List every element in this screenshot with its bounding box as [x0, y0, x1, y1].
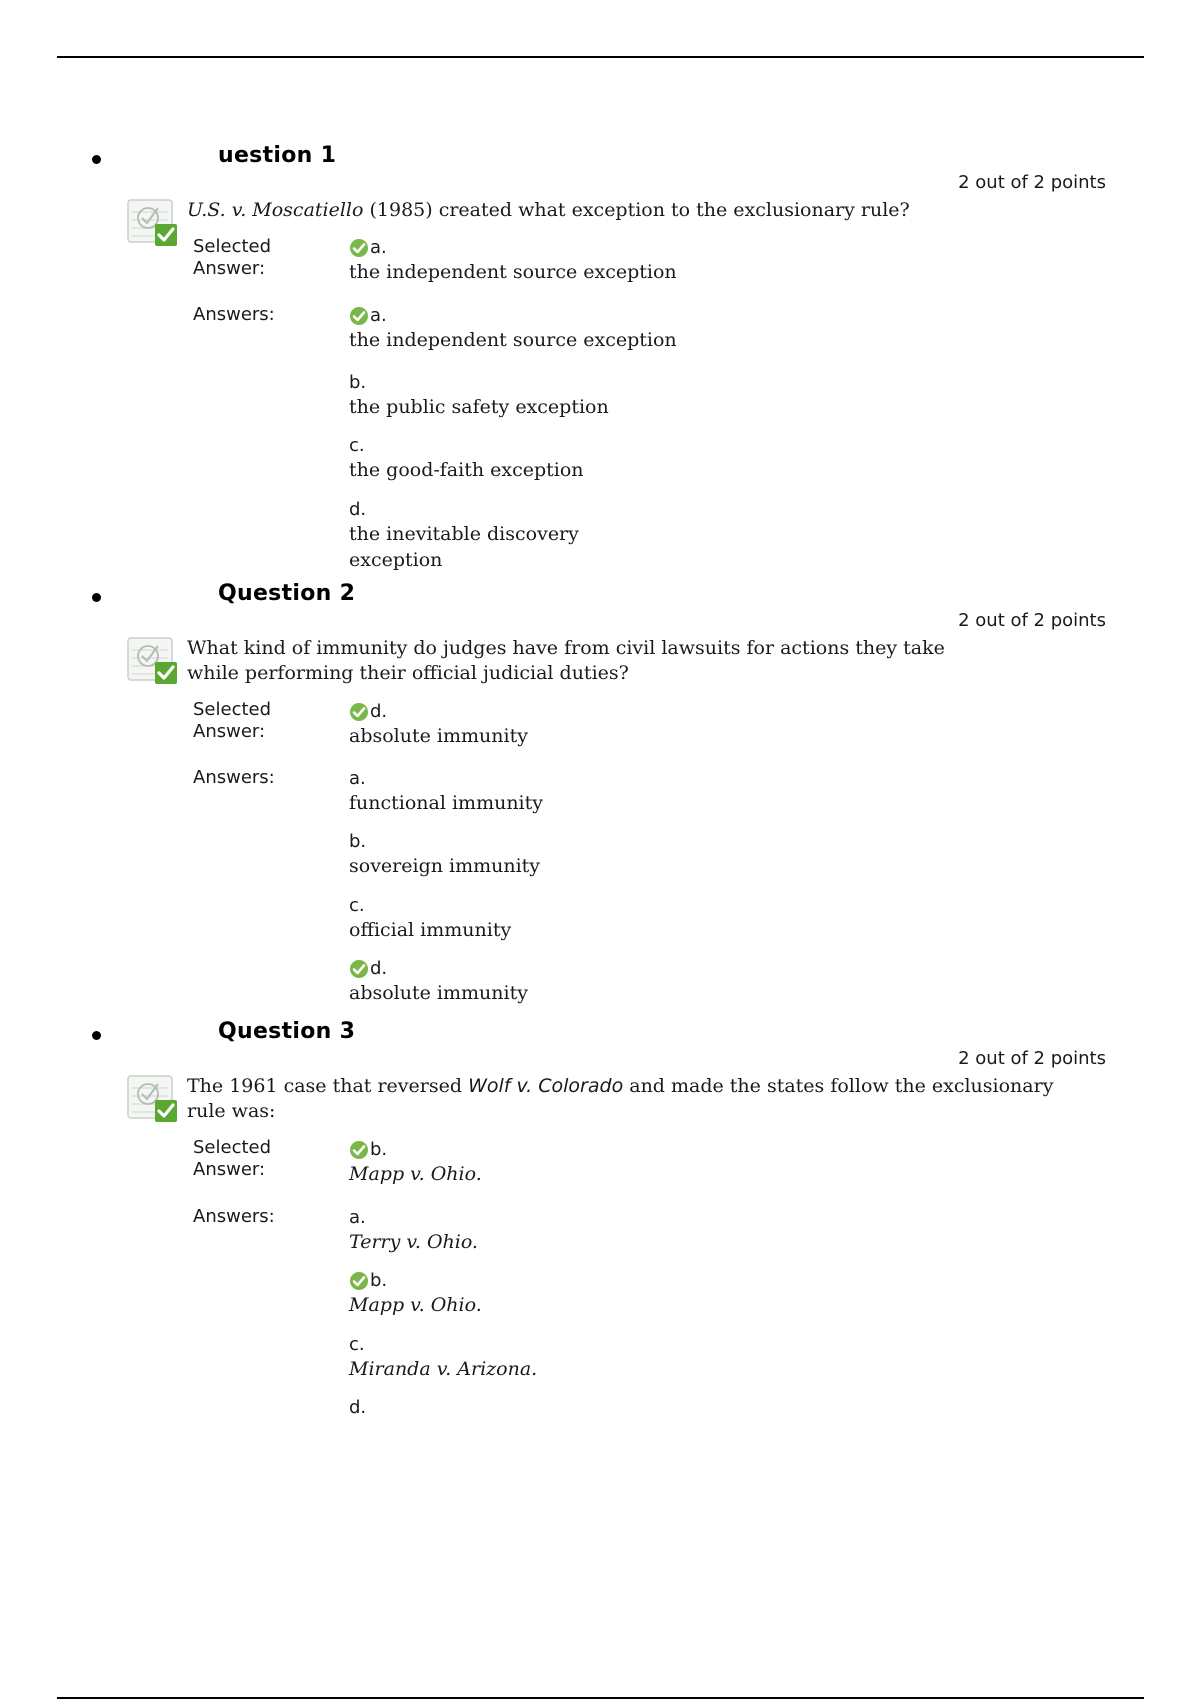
answer-option-b: [349, 1270, 769, 1318]
option-text: Miranda v. Arizona.: [349, 1358, 538, 1380]
option-letter: a.: [349, 1207, 366, 1228]
selected-answer: [349, 701, 769, 749]
question-text: [187, 636, 957, 686]
selected-answer: [349, 237, 769, 285]
option-letter: b.: [370, 1139, 388, 1160]
option-text: absolute immunity: [349, 982, 528, 1004]
label-line: Answer:: [193, 258, 266, 279]
option-text: the good-faith exception: [349, 459, 584, 481]
question-title: uestion 1: [218, 143, 337, 168]
answers-label: Answers:: [193, 1206, 275, 1227]
option-letter: b.: [349, 372, 367, 393]
option-letter: a.: [349, 768, 366, 789]
points-score: 2 out of 2 points: [958, 1048, 1106, 1069]
answer-option-c: [349, 1334, 769, 1382]
question-text: [187, 1074, 1067, 1124]
question-title: Question 3: [218, 1019, 356, 1044]
answer-option-d: [349, 499, 579, 573]
option-text: sovereign immunity: [349, 855, 541, 877]
check-icon: [349, 959, 369, 979]
question-text: [187, 198, 1067, 223]
answer-option-c: [349, 895, 769, 943]
label-line: Answer:: [193, 721, 266, 742]
option-letter: b.: [349, 831, 367, 852]
answer-option-b: [349, 372, 769, 420]
option-text: the independent source exception: [349, 329, 677, 351]
option-text: absolute immunity: [349, 725, 528, 747]
answer-option-a: [349, 1207, 769, 1255]
option-text: official immunity: [349, 919, 512, 941]
option-letter: a.: [370, 305, 387, 326]
question-text-part: U.S. v. Moscatiello: [187, 199, 364, 221]
check-icon: [349, 702, 369, 722]
check-icon: [349, 238, 369, 258]
check-icon: [349, 1271, 369, 1291]
selected-answer-label: [193, 699, 271, 743]
check-icon: [349, 1140, 369, 1160]
check-icon: [349, 306, 369, 326]
option-letter: d.: [349, 499, 367, 520]
bullet: [92, 1031, 101, 1040]
answer-option-c: [349, 435, 769, 483]
top-rule: [57, 56, 1144, 58]
selected-answer-label: [193, 236, 271, 280]
question-text-part: The 1961 case that reversed: [187, 1075, 469, 1097]
answer-option-b: [349, 831, 769, 879]
points-score: 2 out of 2 points: [958, 610, 1106, 631]
option-letter: d.: [370, 958, 388, 979]
label-line: Selected: [193, 1137, 272, 1158]
option-letter: d.: [370, 701, 388, 722]
label-line: Selected: [193, 236, 272, 257]
option-letter: d.: [349, 1397, 367, 1418]
option-letter: c.: [349, 1334, 365, 1355]
correct-status-icon: [126, 196, 182, 250]
option-text: the public safety exception: [349, 396, 609, 418]
answers-label: Answers:: [193, 304, 275, 325]
correct-status-icon: [126, 634, 182, 688]
selected-answer: [349, 1139, 769, 1187]
answers-label: Answers:: [193, 767, 275, 788]
answer-option-d: [349, 958, 769, 1006]
answer-option-d: [349, 1397, 366, 1419]
question-title: Question 2: [218, 581, 356, 606]
bullet: [92, 593, 101, 602]
answer-option-a: [349, 768, 769, 816]
option-text: Mapp v. Ohio.: [349, 1294, 482, 1316]
bullet: [92, 155, 101, 164]
bottom-rule: [57, 1697, 1144, 1699]
question-text-part: and made the states follow the exclusionary rule was:: [187, 1075, 1054, 1122]
points-score: 2 out of 2 points: [958, 172, 1106, 193]
option-text: the independent source exception: [349, 261, 677, 283]
correct-status-icon: [126, 1072, 182, 1126]
question-text-part: Wolf v. Colorado: [468, 1075, 624, 1097]
option-text: the inevitable discovery exception: [349, 523, 579, 571]
option-letter: b.: [370, 1270, 388, 1291]
label-line: Selected: [193, 699, 272, 720]
option-letter: c.: [349, 895, 365, 916]
option-text: Terry v. Ohio.: [349, 1231, 478, 1253]
answer-option-a: [349, 305, 769, 353]
option-text: functional immunity: [349, 792, 544, 814]
option-text: Mapp v. Ohio.: [349, 1163, 482, 1185]
label-line: Answer:: [193, 1159, 266, 1180]
question-text-part: What kind of immunity do judges have from civil lawsuits for actions they take while performing their official judicial duties?: [187, 637, 945, 684]
option-letter: c.: [349, 435, 365, 456]
option-letter: a.: [370, 237, 387, 258]
selected-answer-label: [193, 1137, 271, 1181]
question-text-part: (1985) created what exception to the exclusionary rule?: [363, 199, 910, 221]
